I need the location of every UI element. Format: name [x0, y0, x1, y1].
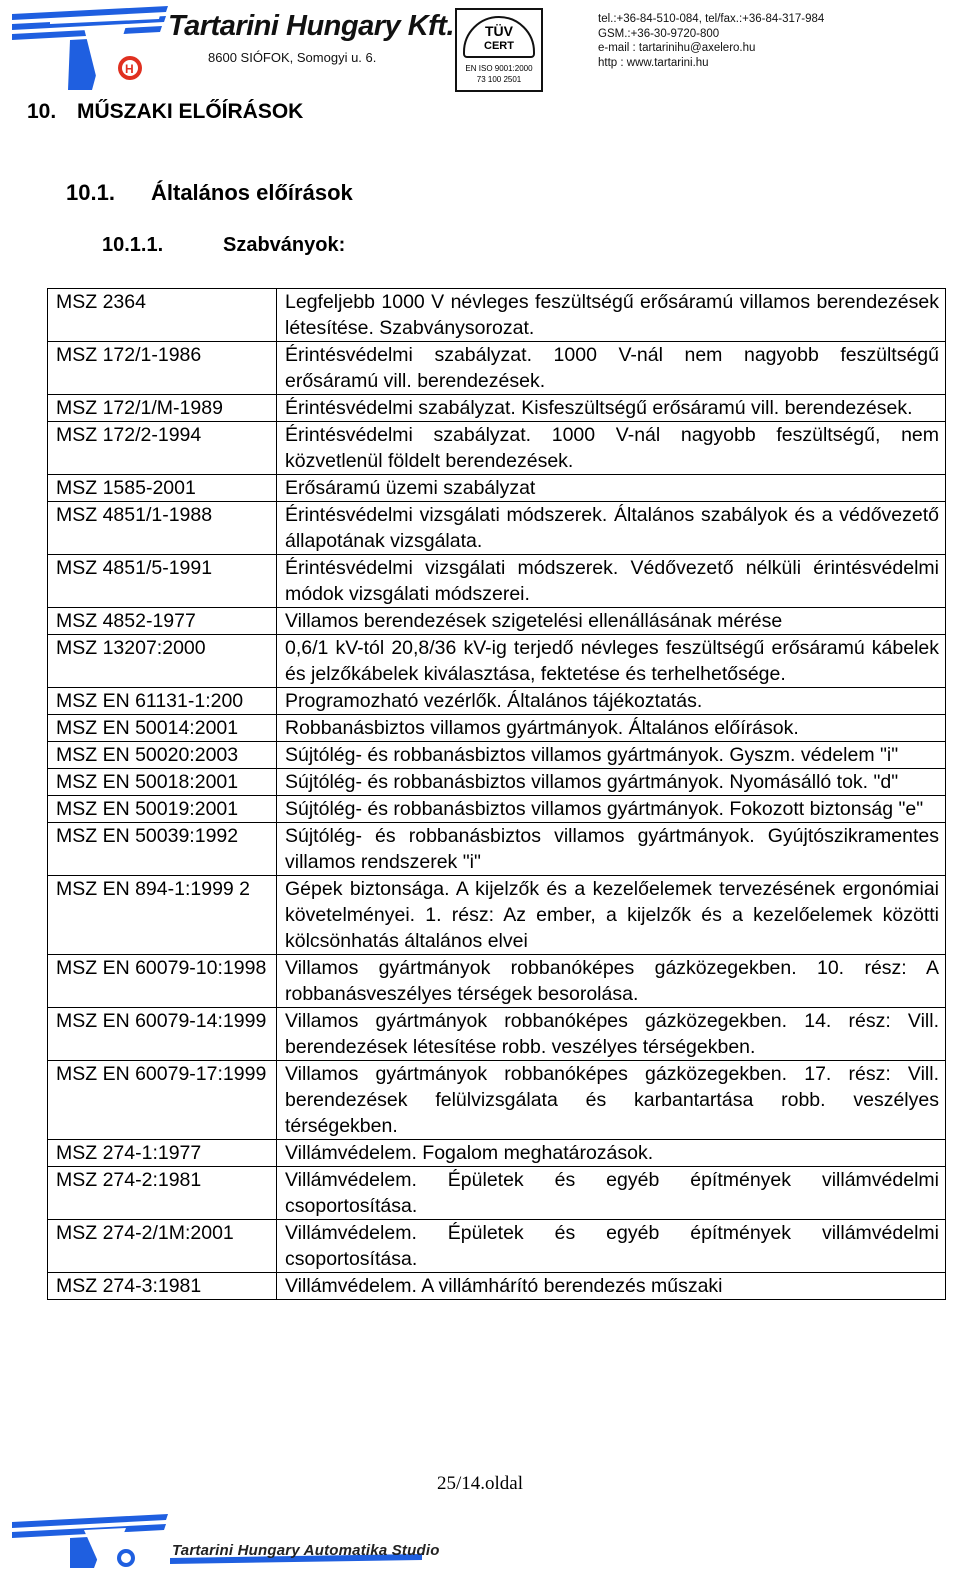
standard-code: MSZ 4852-1977: [48, 608, 277, 635]
standard-code: MSZ 274-2:1981: [48, 1167, 277, 1220]
standard-description: Villamos gyártmányok robbanóképes gázközegekben. 14. rész: Vill. berendezések létesítése robb. veszélyes térségekben.: [277, 1008, 946, 1061]
page-number: 25/14.oldal: [436, 1473, 524, 1494]
cert-iso-line1: EN ISO 9001:2000: [465, 64, 533, 73]
contact-email: e-mail : tartarinihu@axelero.hu: [598, 42, 756, 54]
standard-description: Villamos berendezések szigetelési ellenállásának mérése: [277, 608, 946, 635]
standard-code: MSZ EN 50039:1992: [48, 823, 277, 876]
standard-description: Sújtólég- és robbanásbiztos villamos gyártmányok. Fokozott biztonság "e": [277, 796, 946, 823]
standard-code: MSZ EN 50020:2003: [48, 742, 277, 769]
standard-code: MSZ 2364: [48, 289, 277, 342]
standard-code: MSZ EN 50014:2001: [48, 715, 277, 742]
heading-number: 10.1.: [66, 180, 115, 205]
standard-code: MSZ EN 60079-10:1998: [48, 955, 277, 1008]
standard-description: Gépek biztonsága. A kijelzők és a kezelőelemek tervezésének ergonómiai követelményei. 1. rész: Az ember, a kijelzők és a kezelőelemek közötti kölcsönhatás általános elvei: [277, 876, 946, 955]
standard-code: MSZ 172/1/M-1989: [48, 395, 277, 422]
standard-code: MSZ 172/2-1994: [48, 422, 277, 475]
heading-text: Általános előírások: [151, 180, 353, 205]
company-address: 8600 SIÓFOK, Somogyi u. 6.: [208, 50, 377, 65]
standard-description: 0,6/1 kV-tól 20,8/36 kV-ig terjedő névleges feszültségű erősáramú kábelek és jelzőkábelek kiválasztása, fektetése és terhelhetősége.: [277, 635, 946, 688]
standard-code: MSZ 4851/1-1988: [48, 502, 277, 555]
standard-description: Villamos gyártmányok robbanóképes gázközegekben. 17. rész: Vill. berendezések felülvizsgálata és karbantartása robb. veszélyes térségekben.: [277, 1061, 946, 1140]
table-row: [48, 395, 946, 422]
standards-table: [47, 288, 946, 1300]
standard-description: Erősáramú üzemi szabályzat: [277, 475, 946, 502]
standard-code: MSZ EN 60079-14:1999: [48, 1008, 277, 1061]
standards-table-body: [48, 289, 946, 1300]
table-row: [48, 289, 946, 342]
standard-description: Érintésvédelmi szabályzat. 1000 V-nál nagyobb feszültségű, nem közvetlenül földelt berendezések.: [277, 422, 946, 475]
table-row: [48, 1273, 946, 1300]
standard-description: Sújtólég- és robbanásbiztos villamos gyártmányok. Gyújtószikramentes villamos rendszerek "i": [277, 823, 946, 876]
standard-description: Villámvédelem. Épületek és egyéb építmények villámvédelmi csoportosítása.: [277, 1220, 946, 1273]
page-footer: [0, 1508, 960, 1584]
standard-description: Villamos gyártmányok robbanóképes gázközegekben. 10. rész: A robbanásveszélyes térségek besorolása.: [277, 955, 946, 1008]
standard-code: MSZ EN 50018:2001: [48, 769, 277, 796]
standard-description: Érintésvédelmi vizsgálati módszerek. Védővezető nélküli érintésvédelmi módok vizsgálati módszerei.: [277, 555, 946, 608]
cert-cert-text: CERT: [484, 40, 514, 52]
svg-text:H: H: [125, 62, 134, 76]
standard-code: MSZ 274-3:1981: [48, 1273, 277, 1300]
heading-text: Szabványok:: [223, 234, 346, 256]
table-row: [48, 475, 946, 502]
table-row: [48, 342, 946, 395]
heading-number: 10.1.1.: [102, 234, 164, 256]
standard-code: MSZ 274-1:1977: [48, 1140, 277, 1167]
standard-description: Sújtólég- és robbanásbiztos villamos gyártmányok. Nyomásálló tok. "d": [277, 769, 946, 796]
contact-web: http : www.tartarini.hu: [598, 56, 709, 69]
standard-description: Érintésvédelmi szabályzat. 1000 V-nál nem nagyobb feszültségű erősáramú vill. berendezések.: [277, 342, 946, 395]
standard-code: MSZ 172/1-1986: [48, 342, 277, 395]
contact-phone: tel.:+36-84-510-084, tel/fax.:+36-84-317-984: [598, 13, 825, 25]
table-row: [48, 796, 946, 823]
table-row: [48, 422, 946, 475]
table-row: [48, 635, 946, 688]
table-row: [48, 1140, 946, 1167]
standard-description: Robbanásbiztos villamos gyártmányok. Általános előírások.: [277, 715, 946, 742]
table-row: [48, 769, 946, 796]
standard-description: Érintésvédelmi szabályzat. Kisfeszültségű erősáramú vill. berendezések.: [277, 395, 946, 422]
footer-logo-icon: [10, 1510, 430, 1570]
table-row: [48, 1061, 946, 1140]
contact-gsm: GSM.:+36-30-9720-800: [598, 27, 720, 40]
standard-description: Érintésvédelmi vizsgálati módszerek. Általános szabályok és a védővezető állapotának vizsgálata.: [277, 502, 946, 555]
footer-text: Tartarini Hungary Automatika Studio: [172, 1542, 440, 1559]
table-row: [48, 955, 946, 1008]
table-row: [48, 876, 946, 955]
table-row: [48, 1220, 946, 1273]
standard-code: MSZ 274-2/1M:2001: [48, 1220, 277, 1273]
standard-description: Villámvédelem. Épületek és egyéb építmények villámvédelmi csoportosítása.: [277, 1167, 946, 1220]
table-row: [48, 608, 946, 635]
table-row: [48, 555, 946, 608]
cert-tuv-text: TÜV: [485, 23, 513, 39]
company-name: Tartarini Hungary Kft.: [168, 10, 455, 42]
cert-iso-line2: 73 100 2501: [476, 75, 522, 84]
standard-code: MSZ 13207:2000: [48, 635, 277, 688]
table-row: [48, 715, 946, 742]
standard-code: MSZ EN 60079-17:1999: [48, 1061, 277, 1140]
standard-code: MSZ 1585-2001: [48, 475, 277, 502]
standard-description: Sújtólég- és robbanásbiztos villamos gyártmányok. Gyszm. védelem "i": [277, 742, 946, 769]
standard-description: Villámvédelem. A villámhárító berendezés műszaki: [277, 1273, 946, 1300]
standard-code: MSZ EN 61131-1:200: [48, 688, 277, 715]
standard-description: Programozható vezérlők. Általános tájékoztatás.: [277, 688, 946, 715]
table-row: [48, 688, 946, 715]
table-row: [48, 1167, 946, 1220]
standard-description: Villámvédelem. Fogalom meghatározások.: [277, 1140, 946, 1167]
standard-code: MSZ EN 894-1:1999 2: [48, 876, 277, 955]
table-row: [48, 502, 946, 555]
heading-text: MŰSZAKI ELŐÍRÁSOK: [77, 100, 304, 123]
standard-code: MSZ EN 50019:2001: [48, 796, 277, 823]
heading-number: 10.: [27, 100, 57, 123]
standard-description: Legfeljebb 1000 V névleges feszültségű erősáramú villamos berendezések létesítése. Szabványsorozat.: [277, 289, 946, 342]
table-row: [48, 823, 946, 876]
table-row: [48, 742, 946, 769]
table-row: [48, 1008, 946, 1061]
standard-code: MSZ 4851/5-1991: [48, 555, 277, 608]
